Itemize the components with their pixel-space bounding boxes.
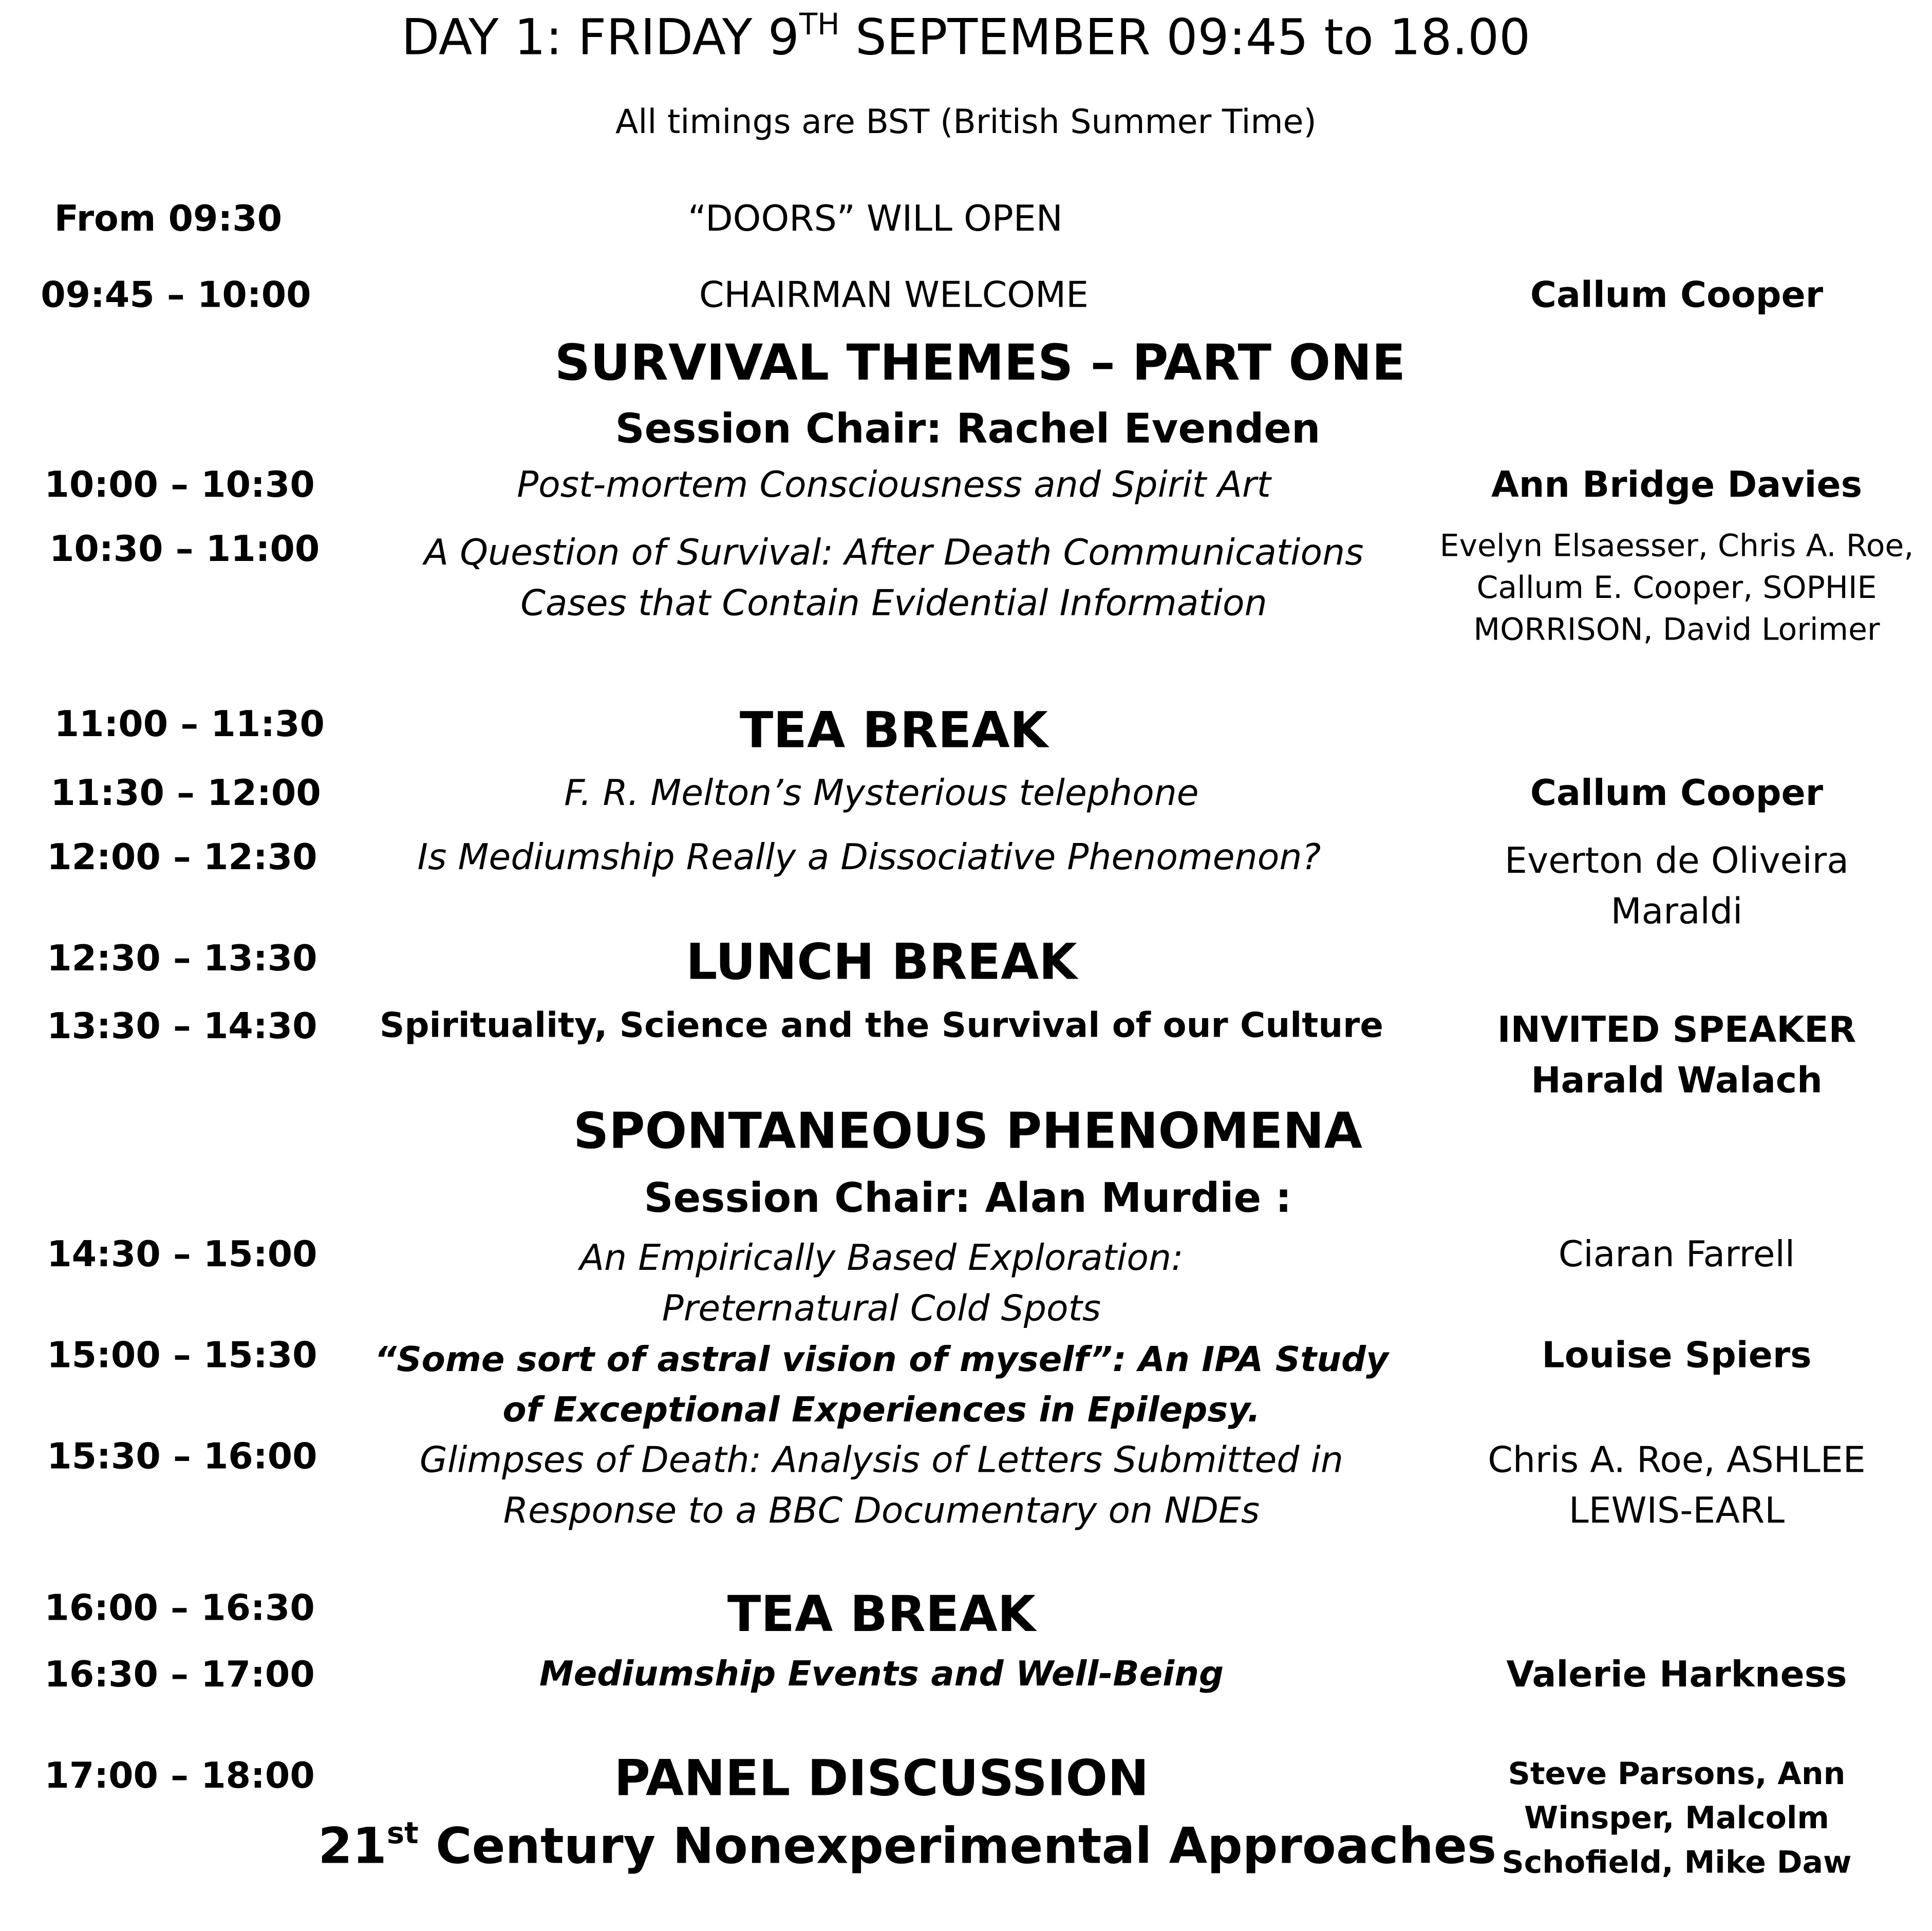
title-main: DAY 1: FRIDAY 9 bbox=[401, 10, 799, 67]
talk-speaker: Louise Spiers bbox=[1542, 1334, 1812, 1376]
talk-time: 12:00 – 12:30 bbox=[47, 836, 317, 878]
talk-title-line: Glimpses of Death: Analysis of Letters Submitted in bbox=[419, 1438, 1344, 1481]
talk-time: 15:00 – 15:30 bbox=[47, 1334, 317, 1376]
speaker-line: Maraldi bbox=[1610, 890, 1743, 932]
speaker-line: Harald Walach bbox=[1531, 1059, 1823, 1101]
talk-time: 13:30 – 14:30 bbox=[47, 1005, 317, 1047]
panel-time: 17:00 – 18:00 bbox=[44, 1754, 315, 1796]
panel-subtitle-superscript: st bbox=[386, 1816, 419, 1851]
talk-title-line: “Some sort of astral vision of myself”: An IPA Study bbox=[374, 1339, 1389, 1380]
talk-title: Is Mediumship Really a Dissociative Phenomenon? bbox=[417, 836, 1321, 878]
talk-title bbox=[358, 1233, 1405, 1334]
talk-title-line: An Empirically Based Exploration: bbox=[579, 1236, 1184, 1279]
welcome-speaker: Callum Cooper bbox=[1530, 273, 1824, 316]
talk-speakers bbox=[1430, 1435, 1923, 1536]
speaker-line: Everton de Oliveira bbox=[1505, 839, 1849, 882]
talk-title-line: A Question of Survival: After Death Communications bbox=[424, 531, 1364, 573]
talk-speaker: Callum Cooper bbox=[1530, 772, 1824, 814]
doors-time: From 09:30 bbox=[54, 197, 283, 239]
talk-title-line: Cases that Contain Evidential Information bbox=[520, 582, 1267, 624]
speaker-line: Evelyn Elsaesser, Chris A. Roe, bbox=[1439, 528, 1914, 564]
talk-time: 16:30 – 17:00 bbox=[44, 1653, 315, 1696]
page-title bbox=[0, 7, 1932, 67]
speaker-line: Steve Parsons, Ann bbox=[1508, 1755, 1846, 1792]
doors-label: “DOORS” WILL OPEN bbox=[688, 197, 1063, 239]
timezone-note: All timings are BST (British Summer Time) bbox=[615, 103, 1317, 142]
speaker-line: Chris A. Roe, ASHLEE bbox=[1488, 1438, 1866, 1481]
invited-speaker bbox=[1430, 1005, 1923, 1106]
break-time: 12:30 – 13:30 bbox=[47, 937, 317, 979]
session-title-survival: SURVIVAL THEMES – PART ONE bbox=[554, 335, 1406, 392]
title-superscript: TH bbox=[799, 7, 840, 42]
welcome-label: CHAIRMAN WELCOME bbox=[699, 273, 1089, 316]
talk-title bbox=[358, 1334, 1405, 1435]
break-time: 11:00 – 11:30 bbox=[54, 703, 325, 745]
break-time: 16:00 – 16:30 bbox=[44, 1586, 315, 1629]
talk-time: 15:30 – 16:00 bbox=[47, 1435, 317, 1477]
talk-title: Mediumship Events and Well-Being bbox=[539, 1653, 1224, 1694]
session-title-spontaneous: SPONTANEOUS PHENOMENA bbox=[573, 1103, 1362, 1160]
talk-title-line: of Exceptional Experiences in Epilepsy. bbox=[502, 1389, 1261, 1430]
talk-time: 11:30 – 12:00 bbox=[50, 772, 321, 814]
talk-title bbox=[370, 528, 1418, 629]
tea-break-label: TEA BREAK bbox=[727, 1586, 1036, 1644]
title-rest: SEPTEMBER 09:45 to 18.00 bbox=[839, 10, 1531, 67]
talk-speaker: Ann Bridge Davies bbox=[1491, 463, 1863, 506]
speaker-line: Callum E. Cooper, SOPHIE bbox=[1476, 569, 1877, 606]
talk-title bbox=[358, 1435, 1405, 1536]
speaker-line: Winsper, Malcolm bbox=[1524, 1800, 1829, 1836]
panel-discussion-label: PANEL DISCUSSION bbox=[614, 1751, 1149, 1808]
talk-title: Post-mortem Consciousness and Spirit Art bbox=[517, 463, 1271, 506]
talk-speaker bbox=[1430, 836, 1923, 937]
talk-speaker: Valerie Harkness bbox=[1506, 1653, 1847, 1696]
panel-subtitle-rest: Century Nonexperimental Approaches bbox=[418, 1818, 1497, 1876]
panel-discussion-subtitle bbox=[318, 1816, 1497, 1876]
session-chair-spontaneous: Session Chair: Alan Murdie : bbox=[644, 1173, 1292, 1222]
talk-time: 10:30 – 11:00 bbox=[49, 528, 320, 570]
speaker-line: INVITED SPEAKER bbox=[1497, 1008, 1856, 1051]
talk-speaker: Ciaran Farrell bbox=[1558, 1233, 1795, 1275]
talk-time: 14:30 – 15:00 bbox=[47, 1233, 317, 1275]
talk-speakers bbox=[1430, 525, 1923, 651]
panel-subtitle-number: 21 bbox=[318, 1818, 387, 1876]
tea-break-label: TEA BREAK bbox=[739, 703, 1048, 760]
panel-speakers bbox=[1430, 1752, 1923, 1885]
talk-title-line: Preternatural Cold Spots bbox=[662, 1287, 1101, 1329]
speaker-line: MORRISON, David Lorimer bbox=[1473, 611, 1880, 647]
talk-time: 10:00 – 10:30 bbox=[44, 463, 315, 506]
invited-talk-title: Spirituality, Science and the Survival of our Culture bbox=[380, 1005, 1383, 1046]
talk-title: F. R. Melton’s Mysterious telephone bbox=[564, 772, 1199, 814]
talk-title-line: Response to a BBC Documentary on NDEs bbox=[503, 1489, 1260, 1531]
speaker-line: LEWIS-EARL bbox=[1568, 1489, 1785, 1531]
speaker-line: Schofield, Mike Daw bbox=[1502, 1844, 1852, 1881]
welcome-time: 09:45 – 10:00 bbox=[41, 273, 311, 316]
session-chair-survival: Session Chair: Rachel Evenden bbox=[615, 404, 1321, 453]
lunch-break-label: LUNCH BREAK bbox=[686, 934, 1077, 991]
